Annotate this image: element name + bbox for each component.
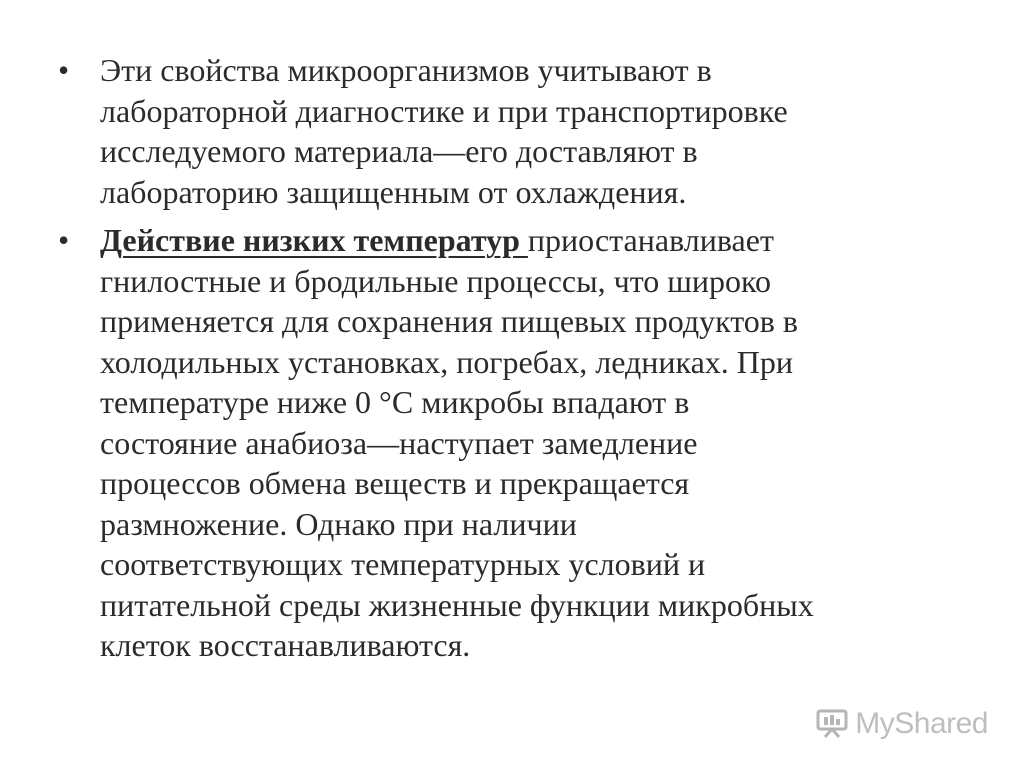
text-line: исследуемого материала—его доставляют в — [100, 133, 698, 169]
text-line: лабораторной диагностике и при транспортировке — [100, 92, 788, 129]
watermark — [815, 707, 988, 741]
text-line: процессов обмена веществ и прекращается — [100, 465, 690, 501]
bullet-dot: • — [58, 222, 70, 258]
text-line: гнилостные и бродильные процессы, что широко — [100, 262, 771, 299]
text-line: размножение. Однако при наличии — [100, 505, 577, 542]
bullet-item-1 — [58, 50, 978, 212]
bullet-dot: • — [58, 52, 70, 88]
text-line: клеток восстанавливаются. — [100, 627, 471, 663]
presentation-board-icon — [815, 709, 849, 739]
bullet-item-2 — [58, 220, 978, 666]
text-rest: приостанавливает — [527, 222, 774, 258]
text-line: питательной среды жизненные функции микробных — [100, 586, 814, 623]
emphasis-term: Действие низких температур — [100, 222, 528, 258]
text-line: применяется для сохранения пищевых продуктов в — [100, 303, 799, 339]
text-line: соответствующих температурных условий и — [100, 546, 706, 582]
bullet-list — [58, 50, 978, 674]
text-line: состояние анабиоза—наступает замедление — [100, 424, 698, 461]
text-line: температуре ниже 0 °С микробы впадают в — [100, 384, 690, 420]
text-line: холодильных установках, погребах, ледниках. При — [100, 343, 793, 380]
text-line: Эти свойства микроорганизмов учитывают в — [100, 52, 712, 88]
text-line: лабораторию защищенным от охлаждения. — [100, 173, 687, 210]
watermark-text: MyShared — [855, 707, 988, 740]
text-line-first — [100, 220, 978, 261]
